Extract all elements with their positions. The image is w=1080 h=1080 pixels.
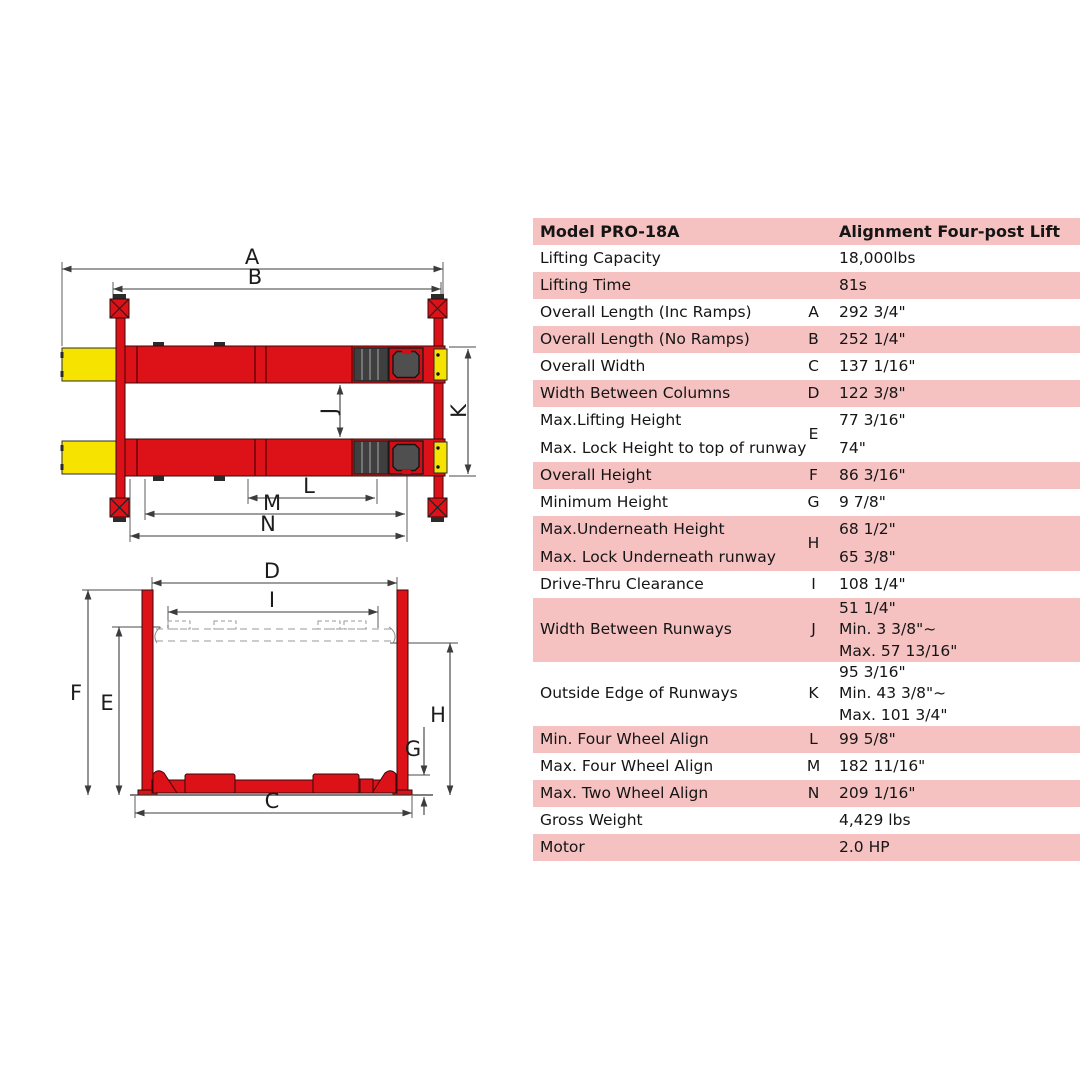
spec-label: Outside Edge of Runways (540, 684, 738, 703)
spec-label: Overall Height (540, 465, 652, 484)
table-body (533, 245, 1080, 861)
spec-table (533, 218, 1080, 861)
end-view (70, 559, 458, 818)
turntable-top (393, 352, 419, 378)
runway-top (125, 342, 447, 383)
table-row (533, 780, 1080, 807)
spec-value-line: Max. 101 3/4" (839, 705, 948, 724)
spec-value: 4,429 lbs (839, 810, 911, 829)
spec-value: 18,000lbs (839, 248, 916, 267)
spec-label: Width Between Runways (540, 620, 732, 639)
spec-label: Lifting Time (540, 275, 632, 294)
post-bottom-right (428, 498, 447, 522)
spec-label: Lifting Capacity (540, 248, 661, 267)
table-row (533, 462, 1080, 489)
spec-value-line: Min. 43 3/8"~ (839, 684, 947, 703)
slip-plate-bottom (354, 441, 388, 474)
table-row (533, 516, 1080, 571)
dim-label-F: F (69, 681, 83, 705)
spec-value (829, 407, 1080, 462)
approach-ramp-bottom (61, 441, 126, 474)
spec-value (829, 662, 1080, 726)
spec-letter: L (809, 729, 818, 748)
spec-label: Max. Two Wheel Align (540, 783, 709, 802)
spec-label: Drive-Thru Clearance (540, 574, 704, 593)
dim-label-M: M (262, 491, 282, 515)
spec-value: 137 1/16" (839, 356, 916, 375)
dim-label-C: C (264, 789, 280, 813)
table-row (533, 726, 1080, 753)
spec-label: Gross Weight (540, 810, 643, 829)
spec-value: 9 7/8" (839, 492, 886, 511)
spec-label (533, 516, 798, 571)
dim-label-D: D (263, 559, 281, 583)
runway-bottom (125, 439, 447, 481)
spec-label: Overall Width (540, 356, 646, 375)
table-row (533, 299, 1080, 326)
product-name: Alignment Four-post Lift (839, 221, 1060, 241)
spec-value: 252 1/4" (839, 329, 906, 348)
table-row (533, 272, 1080, 299)
spec-value: 81s (839, 275, 867, 294)
spec-label (533, 407, 807, 462)
dim-label-G: G (404, 737, 422, 761)
spec-label-line: Max. Lock Underneath runway (540, 547, 776, 566)
spec-value-line: 74" (839, 438, 866, 457)
spec-value-line: 65 3/8" (839, 547, 896, 566)
spec-letter: D (807, 383, 820, 402)
table-row (533, 380, 1080, 407)
table-row (533, 326, 1080, 353)
dim-label-N: N (260, 512, 276, 536)
spec-label-line: Max. Lock Height to top of runway (540, 438, 807, 457)
spec-value (829, 598, 1080, 662)
post-bottom-left (110, 498, 129, 522)
spec-letter: C (808, 356, 819, 375)
dim-label-H: H (430, 703, 446, 727)
spec-letter: I (811, 574, 816, 593)
spec-value: 122 3/8" (839, 383, 906, 402)
spec-letter: H (807, 533, 820, 552)
slip-plate-top (354, 348, 388, 381)
spec-letter: M (806, 756, 821, 775)
spec-label: Max. Four Wheel Align (540, 756, 714, 775)
spec-value-line: 68 1/2" (839, 520, 896, 539)
column-left (142, 590, 153, 795)
spec-letter: A (808, 302, 819, 321)
spec-value: 86 3/16" (839, 465, 906, 484)
model-name: Model PRO-18A (540, 221, 680, 241)
spec-value-line: Max. 57 13/16" (839, 641, 958, 660)
spec-label: Width Between Columns (540, 383, 731, 402)
spec-value-line: 51 1/4" (839, 599, 896, 618)
spec-label: Min. Four Wheel Align (540, 729, 709, 748)
spec-value: 182 11/16" (839, 756, 926, 775)
dim-label-L: L (303, 474, 315, 498)
spec-letter: K (808, 684, 819, 703)
dim-label-I: I (268, 588, 276, 612)
spec-letter: E (808, 424, 819, 443)
cross-member-left (116, 318, 125, 498)
top-view (61, 245, 477, 542)
spec-letter: N (807, 783, 820, 802)
raised-runway-dashed (155, 621, 395, 643)
spec-letter: B (808, 329, 819, 348)
table-row (533, 807, 1080, 834)
table-row (533, 662, 1080, 726)
dim-label-K: K (447, 404, 471, 418)
table-row (533, 489, 1080, 516)
spec-label: Overall Length (No Ramps) (540, 329, 750, 348)
spec-value-line: Min. 3 3/8"~ (839, 620, 937, 639)
post-top-right (428, 294, 447, 318)
table-row (533, 834, 1080, 861)
spec-value: 108 1/4" (839, 574, 906, 593)
spec-letter: J (811, 620, 816, 639)
table-row (533, 598, 1080, 662)
spec-value-line: 95 3/16" (839, 663, 906, 682)
dim-label-J: J (317, 407, 341, 415)
dim-label-A: A (244, 245, 260, 269)
table-row (533, 407, 1080, 462)
spec-label-line: Max.Lifting Height (540, 411, 682, 430)
spec-value-line: 77 3/16" (839, 411, 906, 430)
spec-value: 209 1/16" (839, 783, 916, 802)
table-row (533, 353, 1080, 380)
table-header-row (533, 218, 1080, 245)
spec-label: Minimum Height (540, 492, 668, 511)
spec-value: 99 5/8" (839, 729, 896, 748)
lift-diagram (40, 230, 500, 845)
table-row (533, 753, 1080, 780)
spec-value: 2.0 HP (839, 837, 890, 856)
spec-letter: G (807, 492, 820, 511)
column-right (397, 590, 408, 795)
approach-ramp-top (61, 348, 126, 381)
spec-label-line: Max.Underneath Height (540, 520, 725, 539)
spec-label: Overall Length (Inc Ramps) (540, 302, 752, 321)
table-row (533, 245, 1080, 272)
spec-value: 292 3/4" (839, 302, 906, 321)
dim-label-B: B (247, 265, 263, 289)
spec-value (829, 516, 1080, 571)
dim-label-E: E (100, 691, 114, 715)
turntable-bottom (393, 445, 419, 471)
table-row (533, 571, 1080, 598)
spec-label: Motor (540, 837, 585, 856)
spec-letter: F (809, 465, 818, 484)
